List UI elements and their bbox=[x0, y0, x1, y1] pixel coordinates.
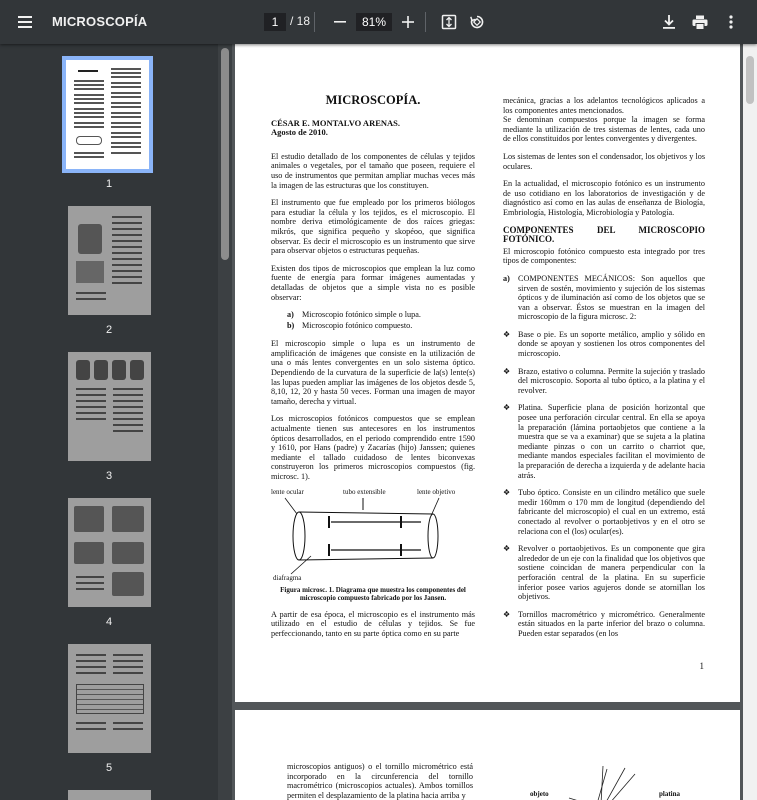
pdf-page-1 bbox=[235, 44, 740, 702]
list-item: ❖ Platina. Superficie plana de posición horizontal que posee una perforación circular central. En ella se apoya la preparación (lámina portaobjetos que contiene a la muestra que se va a examinar) que se sujeta a la platina mediante pinzas o con un carrito o charriot que, mediante mandos especiales facilitan el movimiento de la preparación de derecha a izquierda y de adelante hacia atrás. bbox=[503, 403, 705, 480]
page-1-right-column bbox=[503, 96, 705, 647]
paragraph: A partir de esa época, el microscopio es el instrumento más utilizado en el estudio de células y tejidos. Se fue perfeccionando, tanto en su parte óptica como en su parte bbox=[271, 609, 475, 638]
pdf-page-2 bbox=[235, 710, 740, 800]
list-item: b) Microscopio fotónico compuesto. bbox=[287, 320, 413, 330]
paragraph: Los microscopios fotónicos compuestos que se emplean actualmente tienen sus antecesores en los instrumentos ópticos desarrollados, en el periodo comprendido entre 1590 y 1610, por Hans (padre) y Zacarías (hijo) Janssen; quienes mediante el tallado cuidadoso de lentes biconvexas construyeron los primeros microscopios compuestos (fig. microsc. 1). bbox=[271, 414, 475, 481]
thumbnail-label: 1 bbox=[105, 178, 113, 190]
thumbnail-image bbox=[66, 60, 149, 169]
microscope-diagram bbox=[271, 487, 475, 586]
microscope-types-list bbox=[271, 310, 475, 330]
thumbnail-label: 5 bbox=[105, 762, 113, 774]
list-item: ❖ Revolver o portaobjetivos. Es un componente que gira alrededor de un eje con la finalidad que los objetivos que sostiene coincidan de manera perpendicular con la perforación central de la platina. En su superficie inferior posee varios agujeros donde se atornillan los objetivos. bbox=[503, 544, 705, 602]
list-item: ❖ Brazo, estativo o columna. Permite la sujeción y traslado del microscopio. Soporta al tubo óptico, a la platina y el revolver. bbox=[503, 366, 705, 395]
list-item: ❖ Tornillos macrométrico y micrométrico. Generalmente están situados en la parte inferior del brazo o columna. Pueden estar separados (en los bbox=[503, 609, 705, 638]
paragraph: En la actualidad, el microscopio fotónico es un instrumento de uso cotidiano en los laboratorios de investigación y de diagnóstico así como en las aulas de enseñanza de Biología, Embriología, Histología, Microbiología y Patología. bbox=[503, 179, 705, 217]
date: Agosto de 2010. bbox=[271, 127, 328, 138]
thumbnail-image bbox=[68, 352, 151, 461]
page-number-input[interactable]: 1 bbox=[264, 13, 286, 31]
thumbnail-image bbox=[68, 206, 151, 315]
thumbnail-label: 3 bbox=[105, 470, 113, 482]
page-count: / 18 bbox=[290, 14, 311, 28]
zoom-input[interactable]: 81% bbox=[356, 13, 392, 31]
diagram-label-object: objeto bbox=[530, 790, 549, 798]
list-item: a) Microscopio fotónico simple o lupa. bbox=[287, 310, 421, 320]
paragraph: El microscopio simple o lupa es un instrumento de amplificación de imágenes que consiste en la utilización de una o más lentes convergentes en un solo sistema óptico. Dependiendo de la curvatura de la superficie de la(s) lente(s) las lupas pueden ampliar las imágenes de los objetos desde 5, 8,10, 12, 20 y hasta 50 veces. Forman una imagen de mayor tamaño, derecha y virtual. bbox=[271, 339, 475, 406]
document-heading: MICROSCOPÍA. bbox=[325, 93, 421, 107]
printer-icon bbox=[692, 15, 708, 30]
figure-label-diaphragm: diafragma bbox=[273, 573, 302, 582]
page-1-left-column bbox=[271, 93, 475, 646]
paragraph: Los sistemas de lentes son el condensador, los objetivos y los oculares. bbox=[503, 151, 705, 171]
download-button[interactable] bbox=[653, 6, 685, 38]
thumbnail-label: 4 bbox=[105, 616, 113, 628]
page-2-left-column: microscopios antiguos) o el tornillo micrométrico está incorporado en la circunferencia del tornillo macrométrico (microscopios actuales). Ambos tornillos permiten el desplazamiento de la platina hacia arriba y bbox=[287, 762, 473, 800]
thumbnail-image bbox=[68, 644, 151, 753]
thumbnail-sidebar bbox=[0, 44, 218, 800]
thumbnail-image bbox=[68, 498, 151, 607]
pdf-toolbar bbox=[0, 0, 757, 44]
janssen-microscope-figure bbox=[271, 487, 475, 586]
figure-label-ocular: lente ocular bbox=[271, 487, 304, 496]
figure-caption: Figura microsc. 1. Diagrama que muestra los componentes del microscopio compuesto fabricado por los Jansen. bbox=[280, 585, 466, 602]
list-item: ❖ Base o pie. Es un soporte metálico, amplio y sólido en donde se apoyan y sostienen los otros componentes del microscopio. bbox=[503, 329, 705, 359]
paragraph: El estudio detallado de los componentes de células y tejidos animales o vegetales, por el tamaño que poseen, requiere el uso de instrumentos que permitan ampliar muchas veces más la imagen de las estructuras que los constituyen. bbox=[271, 151, 475, 190]
paragraph: Existen dos tipos de microscopios que emplean la luz como fuente de energía para formar imágenes aumentadas y detalladas de objetos que a simple vista no es posible observar: bbox=[271, 263, 475, 302]
diagram-label-stage: platina bbox=[659, 790, 681, 798]
list-item: ❖ Tubo óptico. Consiste en un cilindro metálico que suele medir 160mm o 170 mm de longitud (dependiendo del fabricante del microscopio) el cual en un extremo, está conectado al revolver o portaobjetivos y en el otro se relaciona con el (los) ocular(es). bbox=[503, 488, 705, 536]
list-item: a) COMPONENTES MECÁNICOS: Son aquellos que sirven de sostén, movimiento y sujeción de los sistemas ópticos y de iluminación así como de los objetos que se van a observar. Éstos se muestran en la imagen del microscopio de la figura microsc. 2: bbox=[503, 273, 705, 322]
page-number: 1 bbox=[699, 661, 704, 671]
figure-label-objective: lente objetivo bbox=[417, 487, 456, 496]
viewer-scrollbar-thumb[interactable] bbox=[746, 56, 754, 104]
zoom-in-button[interactable] bbox=[392, 6, 424, 38]
author: CÉSAR E. MONTALVO ARENAS. bbox=[271, 117, 401, 128]
viewer-scrollbar[interactable] bbox=[743, 44, 757, 800]
more-vertical-icon bbox=[729, 15, 733, 29]
sidebar-scrollbar-thumb[interactable] bbox=[221, 48, 229, 260]
figure-label-tube: tubo extensible bbox=[343, 487, 386, 496]
paragraph: mecánica, gracias a los adelantos tecnológicos aplicados a los componentes antes mencionados. bbox=[503, 96, 705, 115]
rotate-icon bbox=[469, 14, 485, 30]
more-actions-button[interactable] bbox=[715, 6, 747, 38]
menu-button[interactable] bbox=[10, 6, 42, 38]
thumbnail-image bbox=[68, 790, 151, 800]
plus-icon bbox=[402, 16, 414, 28]
toolbar-divider bbox=[314, 12, 315, 32]
fit-page-icon bbox=[441, 14, 457, 30]
paragraph: El instrumento que fue empleado por los primeros biólogos para estudiar la célula y los tejidos, es el microscopio. El nombre deriva etimológicamente de dos raíces griegas: mikrós, que significa pequeño y skopéoo, que significa observar. Es decir el microscopio es un instrumento que sirve para observar objetos o estructuras pequeñas. bbox=[271, 198, 475, 256]
thumbnail-label: 2 bbox=[105, 324, 113, 336]
section-heading: COMPONENTES DEL MICROSCOPIO FOTÓNICO. bbox=[503, 224, 705, 245]
minus-icon bbox=[334, 16, 346, 28]
toolbar-divider bbox=[425, 12, 426, 32]
rotate-button[interactable] bbox=[461, 6, 493, 38]
print-button[interactable] bbox=[684, 6, 716, 38]
paragraph: Se denominan compuestos porque la imagen se forma mediante la utilización de tres sistemas de lentes, cada uno de ellos constituidos por lentes convergentes y divergentes. bbox=[503, 115, 705, 144]
paragraph: El microscopio fotónico compuesto esta integrado por tres tipos de componentes: bbox=[503, 246, 705, 266]
download-icon bbox=[662, 14, 676, 30]
zoom-out-button[interactable] bbox=[324, 6, 356, 38]
document-viewer bbox=[232, 44, 743, 800]
hamburger-icon bbox=[18, 15, 34, 29]
document-title: MICROSCOPÍA bbox=[52, 14, 148, 29]
